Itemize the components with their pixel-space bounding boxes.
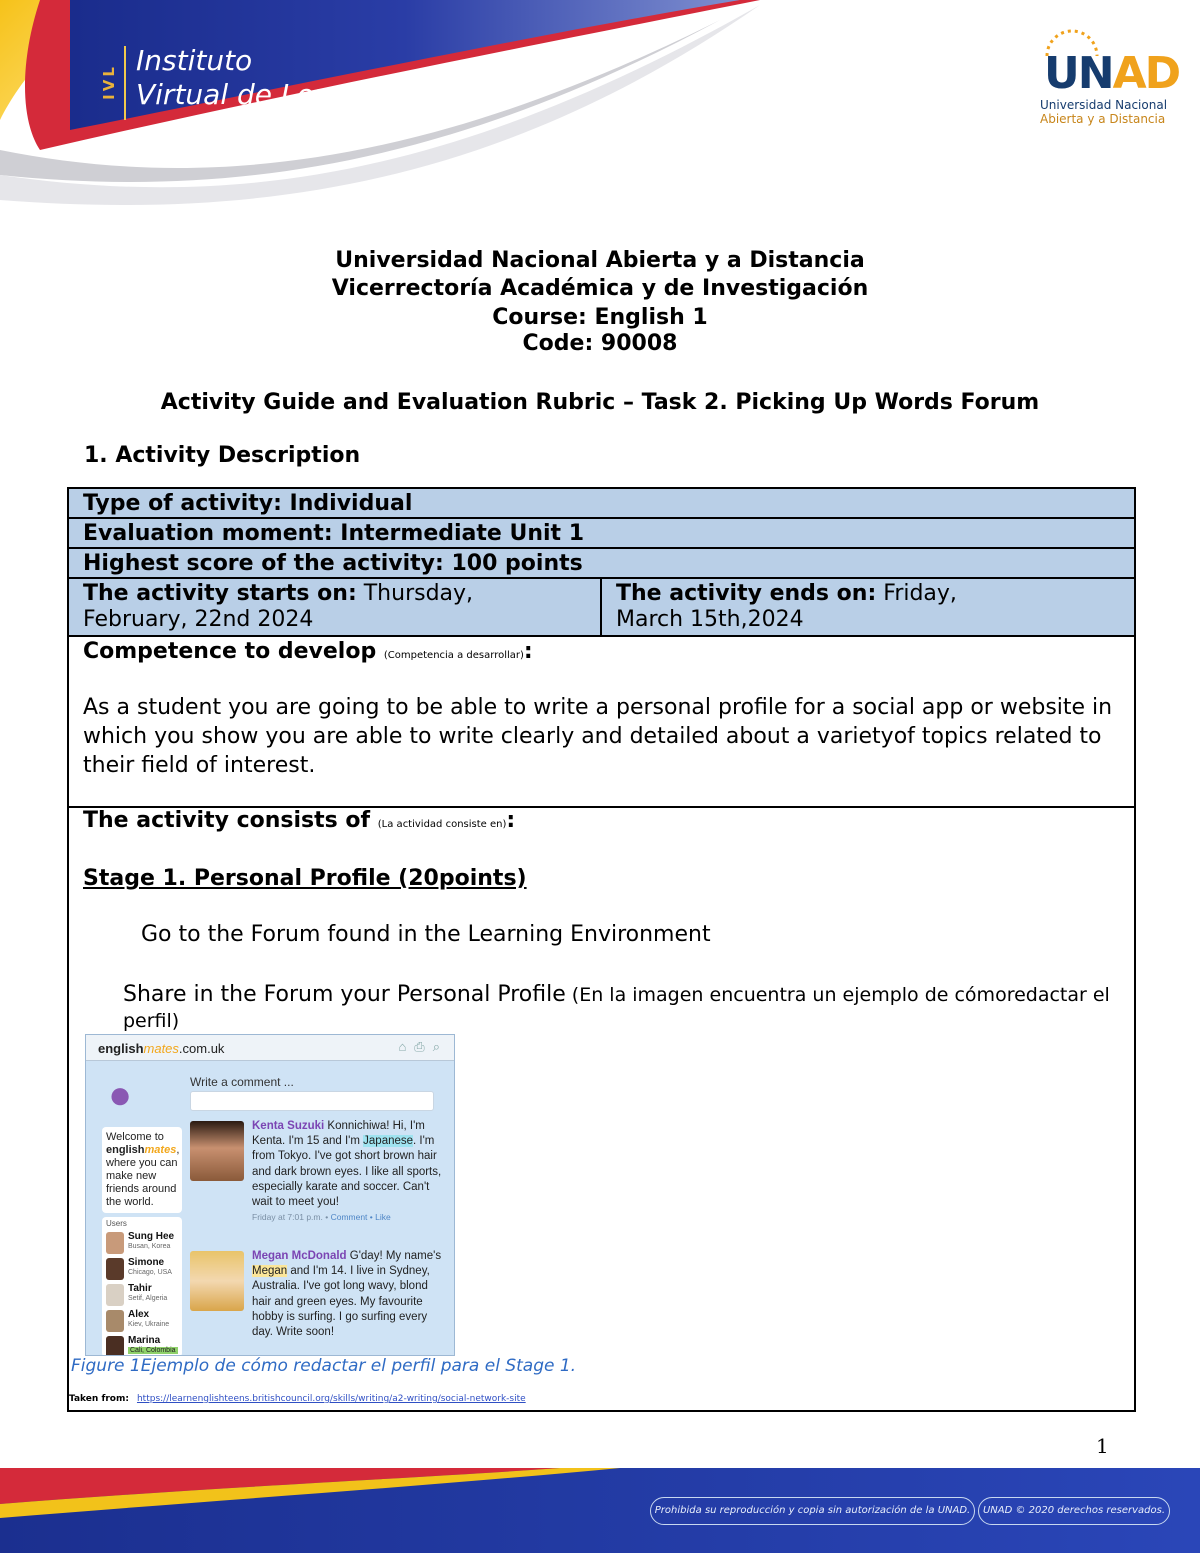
consists-heading: The activity consists of (La actividad consiste en): — [83, 808, 516, 833]
unad-logo — [1038, 28, 1180, 128]
competence-section — [69, 637, 1134, 808]
user-item: Marina Cali, Colombia — [106, 1335, 182, 1356]
users-label: Users — [106, 1219, 127, 1228]
post-text: Megan McDonald G'day! My name's Megan and I'm 14. I live in Sydney, Australia. I've got long wavy, blond hair and green eyes. My favourite hobby is surfing. I go surfing every day. Write soon! — [252, 1250, 442, 1339]
unad-wordmark: UNAD — [1044, 48, 1180, 99]
site-toolbar-icons: ⌂⎙⌕ — [398, 1039, 448, 1054]
source-credit: Taken from: https://learnenglishteens.britishcouncil.org/skills/writing/a2-writing/social-network-site — [69, 1394, 526, 1404]
unad-subtitle-1: Universidad Nacional — [1040, 98, 1168, 112]
page-number: 1 — [1096, 1434, 1109, 1458]
avatar — [190, 1121, 244, 1181]
section-heading: 1. Activity Description — [84, 443, 361, 468]
comment-input — [190, 1091, 434, 1111]
ivl-divider — [124, 46, 126, 120]
ivl-title-line1: Instituto — [136, 44, 253, 77]
header-banner — [0, 0, 1200, 220]
type-row: Type of activity: Individual — [69, 489, 1134, 519]
avatar — [106, 1258, 124, 1280]
example-profile-image — [85, 1034, 455, 1356]
welcome-box: Welcome to englishmates, where you can make new friends around the world. — [102, 1127, 182, 1213]
avatar — [106, 1336, 124, 1356]
end-date-cell: The activity ends on: Friday, March 15th,2024 — [616, 581, 957, 632]
footer-copyright: UNAD © 2020 derechos reservados. — [978, 1497, 1170, 1525]
competence-heading: Competence to develop (Competencia a desarrollar): — [83, 639, 533, 664]
users-list — [102, 1217, 182, 1356]
avatar — [106, 1310, 124, 1332]
vicerrectoria-title: Vicerrectoría Académica y de Investigación — [331, 276, 869, 301]
user-item: Alex Kiev, Ukraine — [106, 1309, 182, 1335]
ivl-title-line2: Virtual de Lenguas — [136, 78, 399, 111]
go-to-forum-text: Go to the Forum found in the Learning Environment — [141, 922, 711, 947]
activity-consists-section — [69, 808, 1134, 1410]
code-title: Code: 90008 — [522, 331, 678, 356]
footer-notice: Prohibida su reproducción y copia sin autorización de la UNAD. — [650, 1497, 975, 1525]
score-row: Highest score of the activity: 100 points — [69, 549, 1134, 579]
figure-caption: Figure 1Ejemplo de cómo redactar el perfil para el Stage 1. — [71, 1356, 577, 1376]
user-item: Sung Hee Busan, Korea — [106, 1231, 182, 1257]
ivl-abbreviation: IVL — [100, 64, 118, 100]
competence-text: As a student you are going to be able to write a personal profile for a social app or website in which you show you are able to write clearly and detailed about a varietyof topics related to their field of interest. — [83, 695, 1113, 778]
share-profile-text: Share in the Forum your Personal Profile (En la imagen encuentra un ejemplo de cómoredactar el perfil) — [123, 982, 1110, 1032]
avatar — [106, 1284, 124, 1306]
site-logo: englishmates.com.uk — [98, 1041, 225, 1056]
user-item: Tahir Setif, Algeria — [106, 1283, 182, 1309]
source-link[interactable]: https://learnenglishteens.britishcouncil.org/skills/writing/a2-writing/social-network-site — [136, 1394, 526, 1404]
stage-1-title: Stage 1. Personal Profile (20points) — [83, 866, 527, 891]
activity-table — [67, 487, 1136, 1412]
activity-guide-title: Activity Guide and Evaluation Rubric – Task 2. Picking Up Words Forum — [160, 390, 1040, 415]
avatar — [106, 1232, 124, 1254]
avatar — [190, 1251, 244, 1311]
start-date-cell: The activity starts on: Thursday, February, 22nd 2024 — [69, 579, 602, 635]
unad-subtitle-2: Abierta y a Distancia — [1040, 112, 1166, 126]
chat-bubble-icon: ● — [108, 1073, 133, 1117]
post-text: Kenta Suzuki Konnichiwa! Hi, I'm Kenta. I'm 15 and I'm Japanese. I'm from Tokyo. I've got short brown hair and dark brown eyes. I like all sports, especially karate and soccer. Can't wait to meet you! Friday at 7:01 p.m. • Comment • Like — [252, 1120, 442, 1223]
moment-row: Evaluation moment: Intermediate Unit 1 — [69, 519, 1134, 549]
site-header — [86, 1035, 455, 1061]
university-title: Universidad Nacional Abierta y a Distancia — [335, 248, 865, 273]
dates-row — [69, 579, 1134, 637]
user-item: Simone Chicago, USA — [106, 1257, 182, 1283]
course-title: Course: English 1 — [492, 305, 708, 330]
write-comment-label: Write a comment ... — [190, 1075, 294, 1089]
